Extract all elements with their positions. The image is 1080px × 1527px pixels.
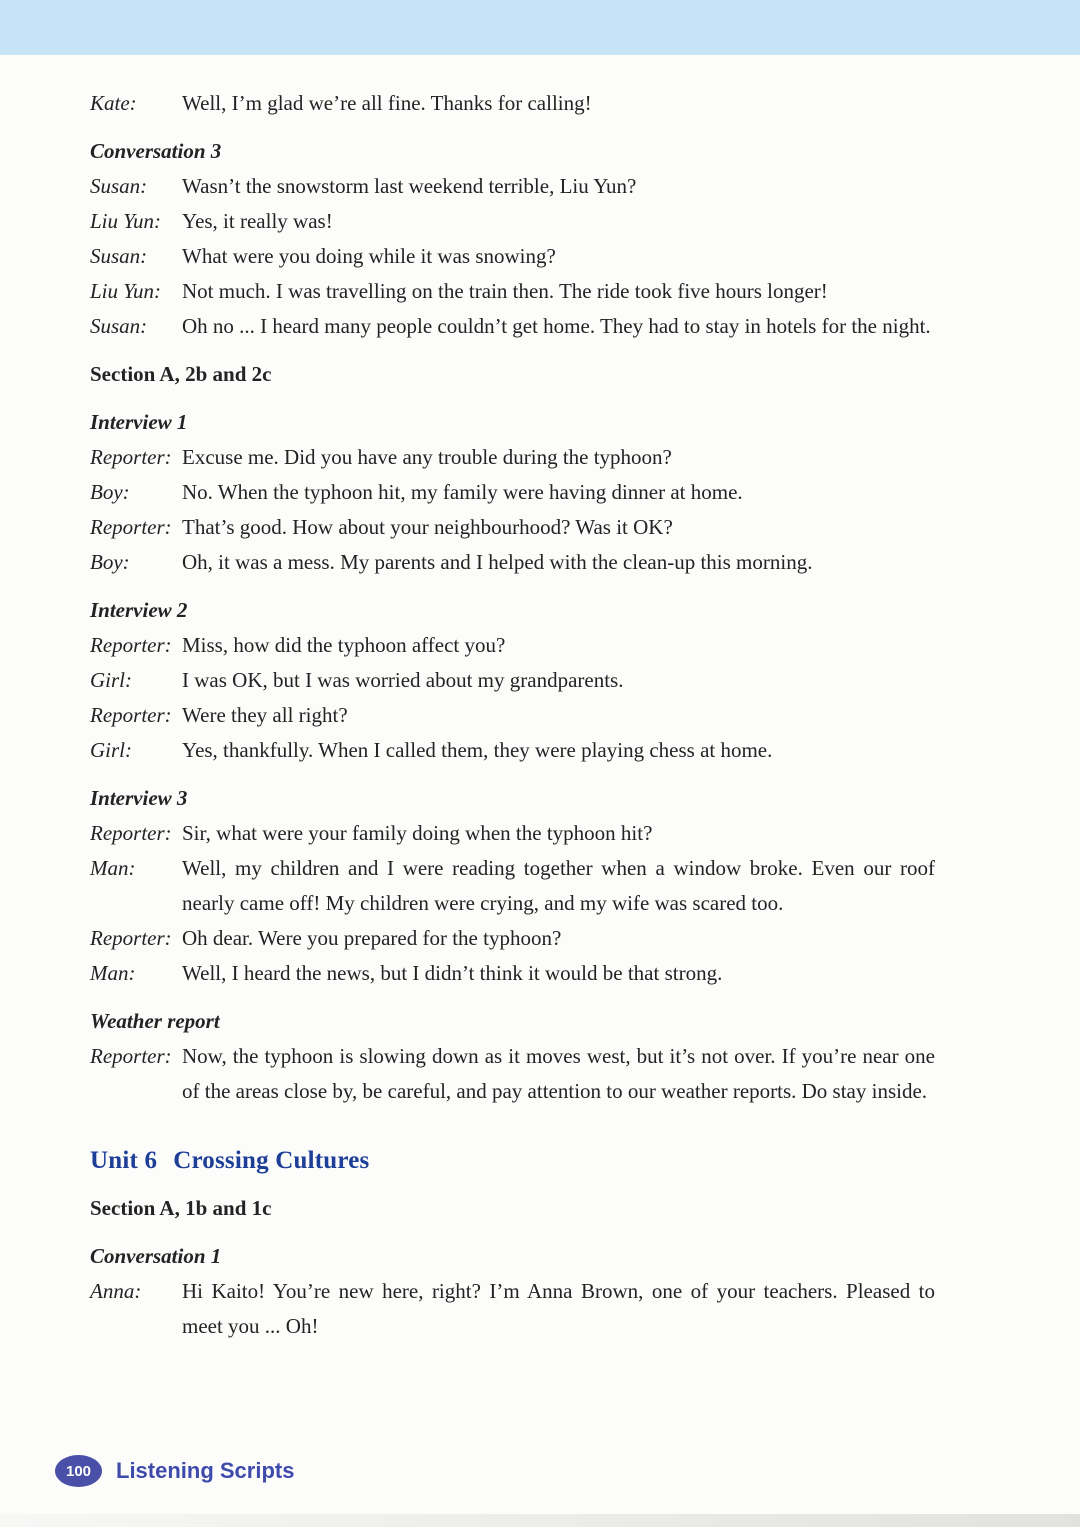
speaker-name: Reporter: [90, 515, 172, 539]
section-label: Section A, 1b and 1c [90, 1196, 272, 1220]
speaker-name: Liu Yun: [90, 279, 162, 303]
speaker-name: Girl: [90, 668, 132, 692]
dialogue-line [90, 921, 935, 956]
dialogue-line [90, 475, 935, 510]
dialogue-text: Oh no ... I heard many people couldn’t get home. They had to stay in hotels for the night. [182, 314, 931, 338]
dialogue-line [90, 239, 935, 274]
speaker-name: Reporter: [90, 1044, 172, 1068]
dialogue-text: Oh, it was a mess. My parents and I helped with the clean-up this morning. [182, 550, 813, 574]
footer-title: Listening Scripts [116, 1458, 295, 1483]
unit-heading [90, 1143, 935, 1178]
speaker-name: Man: [90, 961, 136, 985]
dialogue-line [90, 86, 935, 121]
dialogue-line [90, 663, 935, 698]
dialogue-line [90, 440, 935, 475]
speaker-name: Susan: [90, 314, 148, 338]
dialogue-text: Yes, thankfully. When I called them, they were playing chess at home. [182, 738, 773, 762]
speaker-name: Anna: [90, 1279, 142, 1303]
interview-heading: Interview 1 [90, 410, 188, 434]
speaker-name: Boy: [90, 480, 130, 504]
dialogue-line [90, 545, 935, 580]
speaker-name: Man: [90, 856, 136, 880]
page-footer [55, 1455, 294, 1487]
speaker-name: Reporter: [90, 703, 172, 727]
speaker-name: Reporter: [90, 633, 172, 657]
speaker-name: Susan: [90, 174, 148, 198]
dialogue-text: Excuse me. Did you have any trouble during the typhoon? [182, 445, 672, 469]
dialogue-text: Not much. I was travelling on the train then. The ride took five hours longer! [182, 279, 828, 303]
dialogue-text: That’s good. How about your neighbourhood? Was it OK? [182, 515, 673, 539]
conversation-heading: Conversation 1 [90, 1244, 222, 1268]
speaker-name: Boy: [90, 550, 130, 574]
dialogue-text: Were they all right? [182, 703, 348, 727]
dialogue-line [90, 274, 935, 309]
dialogue-text: Wasn’t the snowstorm last weekend terrible, Liu Yun? [182, 174, 637, 198]
dialogue-text: No. When the typhoon hit, my family were having dinner at home. [182, 480, 743, 504]
dialogue-line [90, 851, 935, 921]
dialogue-text: Oh dear. Were you prepared for the typhoon? [182, 926, 562, 950]
speaker-name: Girl: [90, 738, 132, 762]
dialogue-line [90, 733, 935, 768]
speaker-name: Susan: [90, 244, 148, 268]
dialogue-text: Hi Kaito! You’re new here, right? I’m Anna Brown, one of your teachers. Pleased to meet you ... Oh! [182, 1279, 935, 1338]
dialogue-text: Well, my children and I were reading together when a window broke. Even our roof nearly came off! My children were crying, and my wife was scared too. [182, 856, 935, 915]
speaker-name: Reporter: [90, 821, 172, 845]
dialogue-line [90, 204, 935, 239]
dialogue-text: Well, I’m glad we’re all fine. Thanks for calling! [182, 91, 592, 115]
page-number: 100 [65, 1462, 92, 1480]
unit-number: Unit 6 [90, 1147, 158, 1174]
unit-title: Crossing Cultures [173, 1147, 370, 1174]
speaker-name: Liu Yun: [90, 209, 162, 233]
section-label: Section A, 2b and 2c [90, 362, 272, 386]
dialogue-line [90, 309, 935, 344]
dialogue-text: What were you doing while it was snowing? [182, 244, 556, 268]
dialogue-line [90, 956, 935, 991]
weather-report-heading: Weather report [90, 1009, 220, 1033]
dialogue-line [90, 698, 935, 733]
dialogue-line [90, 628, 935, 663]
dialogue-line [90, 169, 935, 204]
dialogue-text: Sir, what were your family doing when the typhoon hit? [182, 821, 653, 845]
dialogue-text: Yes, it really was! [182, 209, 333, 233]
interview-heading: Interview 2 [90, 598, 188, 622]
top-banner [0, 0, 1080, 55]
dialogue-text: Miss, how did the typhoon affect you? [182, 633, 506, 657]
dialogue-line [90, 1039, 935, 1109]
conversation-heading: Conversation 3 [90, 139, 222, 163]
interview-heading: Interview 3 [90, 786, 188, 810]
dialogue-text: Well, I heard the news, but I didn’t think it would be that strong. [182, 961, 723, 985]
page-number-badge [55, 1455, 102, 1487]
scan-edge-artifact [0, 1514, 1080, 1527]
speaker-name: Reporter: [90, 445, 172, 469]
speaker-name: Kate: [90, 91, 137, 115]
dialogue-line [90, 816, 935, 851]
dialogue-text: I was OK, but I was worried about my grandparents. [182, 668, 624, 692]
speaker-name: Reporter: [90, 926, 172, 950]
dialogue-line [90, 1274, 935, 1344]
listening-script-content [90, 86, 935, 1344]
dialogue-text: Now, the typhoon is slowing down as it moves west, but it’s not over. If you’re near one of the areas close by, be careful, and pay attention to our weather reports. Do stay inside. [182, 1044, 935, 1103]
dialogue-line [90, 510, 935, 545]
